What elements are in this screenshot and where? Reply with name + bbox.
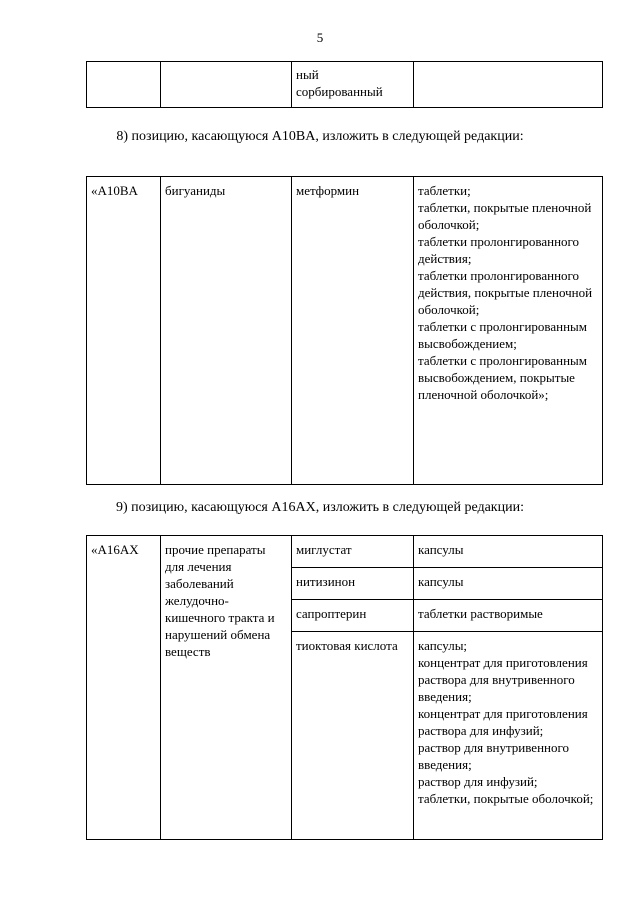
substance-cell: метформин: [292, 177, 414, 485]
substance-cell: нитизинон: [292, 568, 414, 600]
table-row: [87, 536, 603, 568]
table-row: [87, 62, 603, 108]
atc-code-cell: «A16AX: [87, 536, 161, 840]
substance-cell: тиоктовая кислота: [292, 632, 414, 840]
forms-cell: капсулы: [414, 568, 603, 600]
forms-cell: [414, 62, 603, 108]
group-cell: [161, 62, 292, 108]
forms-cell: таблетки растворимые: [414, 600, 603, 632]
atc-code-cell: «A10BA: [87, 177, 161, 485]
forms-cell: капсулы; концентрат для приготовления раствора для внутривенного введения; концентрат для приготовления раствора для инфузий; раствор для внутривенного введения; раствор для инфузий; таблетки, покрытые оболочкой;: [414, 632, 603, 840]
page-number: 5: [316, 30, 324, 45]
group-cell: бигуаниды: [161, 177, 292, 485]
instruction-paragraph-9: 9) позицию, касающуюся A16AX, изложить в следующей редакции:: [116, 500, 524, 515]
instruction-paragraph-8: 8) позицию, касающуюся A10BA, изложить в следующей редакции:: [116, 129, 524, 144]
substance-cell: миглустат: [292, 536, 414, 568]
substance-cell: ный сорбированный: [292, 62, 414, 108]
a16ax-table: [86, 535, 603, 840]
forms-cell: таблетки; таблетки, покрытые пленочной оболочкой; таблетки пролонгированного действия; таблетки пролонгированного действия, покрытые пленочной оболочкой; таблетки с пролонгированным высвобождением; таблетки с пролонгированным высвобождением, покрытые пленочной оболочкой»;: [414, 177, 603, 485]
group-cell: прочие препараты для лечения заболеваний желудочно-кишечного тракта и нарушений обмена веществ: [161, 536, 292, 840]
substance-cell: сапроптерин: [292, 600, 414, 632]
forms-cell: капсулы: [414, 536, 603, 568]
a10ba-table: [86, 176, 603, 485]
table-row: [87, 177, 603, 485]
code-cell: [87, 62, 161, 108]
continued-table: [86, 61, 603, 108]
